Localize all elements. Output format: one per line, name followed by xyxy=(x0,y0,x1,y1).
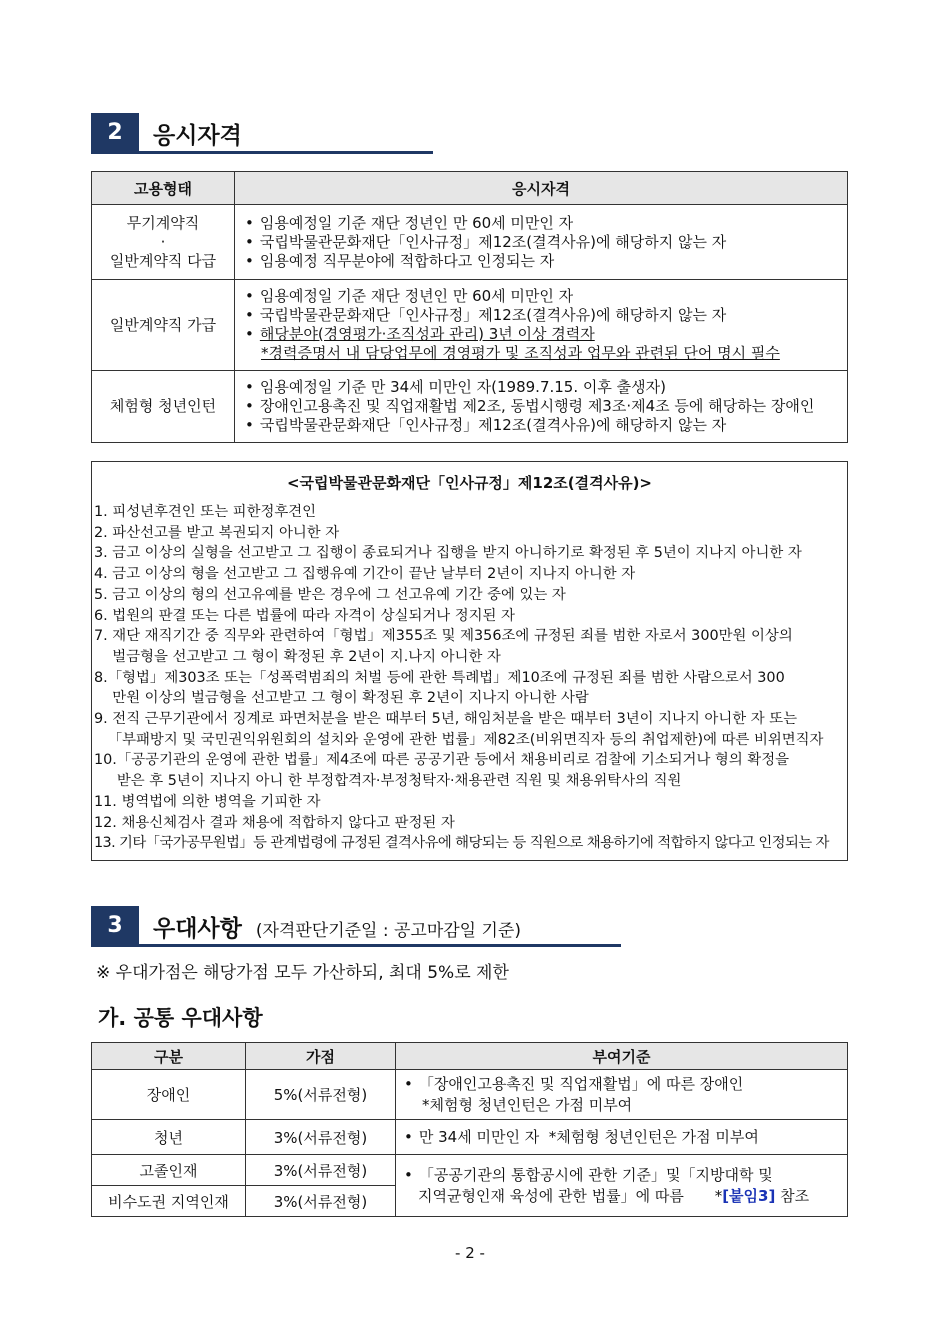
list-item: • 임용예정일 기준 재단 정년인 만 60세 미만인 자 xyxy=(245,214,841,233)
list-item: • 임용예정일 기준 재단 정년인 만 60세 미만인 자 xyxy=(245,287,841,306)
table-row xyxy=(92,371,848,443)
category-cell: 비수도권 지역인재 xyxy=(92,1186,246,1217)
section-title-text: 우대사항 xyxy=(153,916,242,942)
ref-prefix: * xyxy=(714,1186,723,1205)
list-item-continued xyxy=(404,1186,839,1207)
table-header-row xyxy=(92,1043,848,1070)
list-item: • 만 34세 미만인 자 *체험형 청년인턴은 가점 미부여 xyxy=(404,1127,839,1148)
page-number: - 2 - xyxy=(455,1244,485,1262)
table-row xyxy=(92,1120,848,1155)
list-item: 9. 전직 근무기관에서 징계로 파면처분을 받은 때부터 5년, 해임처분을 받은 때부터 3년이 지나지 아니한 자 또는 xyxy=(94,711,797,728)
section-underline xyxy=(91,944,621,947)
eligibility-cell xyxy=(235,280,848,371)
list-item: 10.「공공기관의 운영에 관한 법률」제4조에 따른 공공기관 등에서 채용비리로 검찰에 기소되거나 형의 확정을 xyxy=(94,752,790,769)
list-item: 만원 이상의 벌금형을 선고받고 그 형이 확정된 후 2년이 지나지 아니한 사람 xyxy=(94,690,589,707)
box-title: <국립박물관문화재단「인사규정」제12조(결격사유)> xyxy=(286,474,653,492)
preference-table xyxy=(91,1042,848,1217)
category-cell: 고졸인재 xyxy=(92,1155,246,1186)
attachment-reference: [붙임3] xyxy=(722,1186,776,1205)
criteria-cell xyxy=(396,1155,848,1217)
table-row xyxy=(92,205,848,280)
list-item: 4. 금고 이상의 형을 선고받고 그 집행유예 기간이 끝난 날부터 2년이 지나지 아니한 자 xyxy=(94,566,636,583)
disqualification-box xyxy=(91,461,848,861)
list-item: 6. 법원의 판결 또는 다른 법률에 따라 자격이 상실되거나 정지된 자 xyxy=(94,607,515,624)
table-row xyxy=(92,280,848,371)
list-item: • 「공공기관의 통합공시에 관한 기준」및「지방대학 및 xyxy=(404,1165,839,1186)
points-cell: 5%(서류전형) xyxy=(246,1070,396,1120)
type-line: 무기계약직 xyxy=(126,213,200,232)
section-underline xyxy=(91,151,433,154)
list-item xyxy=(245,325,841,344)
subheading: 가. 공통 우대사항 xyxy=(98,1006,263,1030)
underlined-text: *경력증명서 내 담당업무에 경영평가 및 조직성과 업무와 관련된 단어 명시 필수 xyxy=(261,344,780,362)
category-cell: 청년 xyxy=(92,1120,246,1155)
list-item: • 장애인고용촉진 및 직업재활법 제2조, 동법시행령 제3조·제4조 등에 해당하는 장애인 xyxy=(245,397,841,416)
header-criteria: 부여기준 xyxy=(396,1043,848,1070)
list-item: 7. 재단 재직기간 중 직무와 관련하여「형법」제355조 및 제356조에 규정된 죄를 범한 자로서 300만원 이상의 xyxy=(94,628,793,645)
ref-suffix: 참조 xyxy=(775,1186,810,1205)
list-item: 벌금형을 선고받고 그 형이 확정된 후 2년이 지.나지 아니한 자 xyxy=(94,648,501,665)
points-cell: 3%(서류전형) xyxy=(246,1155,396,1186)
section-title: 응시자격 xyxy=(153,123,242,149)
list-item: 13. 기타「국가공무원법」등 관계법령에 규정된 결격사유에 해당되는 등 직원으로 채용하기에 적합하지 않다고 인정되는 자 xyxy=(94,835,829,852)
type-line: 일반계약직 다급 xyxy=(109,251,217,270)
table-row xyxy=(92,1155,848,1186)
eligibility-table xyxy=(91,171,848,443)
list-item: • 「장애인고용촉진 및 직업재활법」에 따른 장애인 xyxy=(404,1074,839,1095)
type-line: · xyxy=(160,232,166,251)
header-eligibility: 응시자격 xyxy=(235,172,848,205)
underlined-text: 해당분야(경영평가·조직성과 관리) 3년 이상 경력자 xyxy=(259,325,595,343)
employment-type-cell: 체험형 청년인턴 xyxy=(92,371,235,443)
points-cell: 3%(서류전형) xyxy=(246,1120,396,1155)
header-category: 구분 xyxy=(92,1043,246,1070)
list-note xyxy=(245,344,841,363)
list-item: 받은 후 5년이 지나지 아니 한 부정합격자·부정청탁자·채용관련 직원 및 채용위탁사의 직원 xyxy=(94,773,682,790)
category-cell: 장애인 xyxy=(92,1070,246,1120)
list-item: • 임용예정일 기준 만 34세 미만인 자(1989.7.15. 이후 출생자) xyxy=(245,378,841,397)
bonus-note: ※ 우대가점은 해당가점 모두 가산하되, 최대 5%로 제한 xyxy=(96,963,509,983)
list-item: 「부패방지 및 국민권익위원회의 설치와 운영에 관한 법률」제82조(비위면직자 등의 취업제한)에 따른 비위면직자 xyxy=(94,731,824,748)
list-item: 2. 파산선고를 받고 복권되지 아니한 자 xyxy=(94,524,340,541)
criteria-text: 지역균형인재 육성에 관한 법률」에 따름 xyxy=(418,1186,684,1205)
list-item: 5. 금고 이상의 형의 선고유예를 받은 경우에 그 선고유예 기간 중에 있는 자 xyxy=(94,586,566,603)
eligibility-cell xyxy=(235,205,848,280)
criteria-cell xyxy=(396,1120,848,1155)
section-subtitle: (자격판단기준일 : 공고마감일 기준) xyxy=(255,921,521,941)
employment-type-cell: 일반계약직 가급 xyxy=(92,280,235,371)
list-item: • 국립박물관문화재단「인사규정」제12조(결격사유)에 해당하지 않는 자 xyxy=(245,233,841,252)
criteria-cell xyxy=(396,1070,848,1120)
table-header-row xyxy=(92,172,848,205)
disqualification-list xyxy=(94,502,829,854)
list-item: • 국립박물관문화재단「인사규정」제12조(결격사유)에 해당하지 않는 자 xyxy=(245,306,841,325)
list-item: 1. 피성년후견인 또는 피한정후견인 xyxy=(94,504,317,520)
points-cell: 3%(서류전형) xyxy=(246,1186,396,1217)
list-item: 3. 금고 이상의 실형을 선고받고 그 집행이 종료되거나 집행을 받지 아니하기로 확정된 후 5년이 지나지 아니한 자 xyxy=(94,545,802,562)
section-number: 2 xyxy=(91,113,139,153)
list-item: 11. 병역법에 의한 병역을 기피한 자 xyxy=(94,793,321,810)
header-points: 가점 xyxy=(246,1043,396,1070)
list-item: • 국립박물관문화재단「인사규정」제12조(결격사유)에 해당하지 않는 자 xyxy=(245,416,841,435)
list-note: *체험형 청년인턴은 가점 미부여 xyxy=(422,1095,633,1114)
list-item: 12. 채용신체검사 결과 채용에 적합하지 않다고 판정된 자 xyxy=(94,814,455,831)
section-title xyxy=(153,910,521,943)
eligibility-cell xyxy=(235,371,848,443)
list-item: • 임용예정 직무분야에 적합하다고 인정되는 자 xyxy=(245,252,841,271)
section-number: 3 xyxy=(91,906,139,946)
table-row xyxy=(92,1070,848,1120)
header-employment-type: 고용형태 xyxy=(92,172,235,205)
list-item: 8.「형법」제303조 또는「성폭력범죄의 처벌 등에 관한 특례법」제10조에 규정된 죄를 범한 사람으로서 300 xyxy=(94,669,785,686)
employment-type-cell xyxy=(92,205,235,280)
